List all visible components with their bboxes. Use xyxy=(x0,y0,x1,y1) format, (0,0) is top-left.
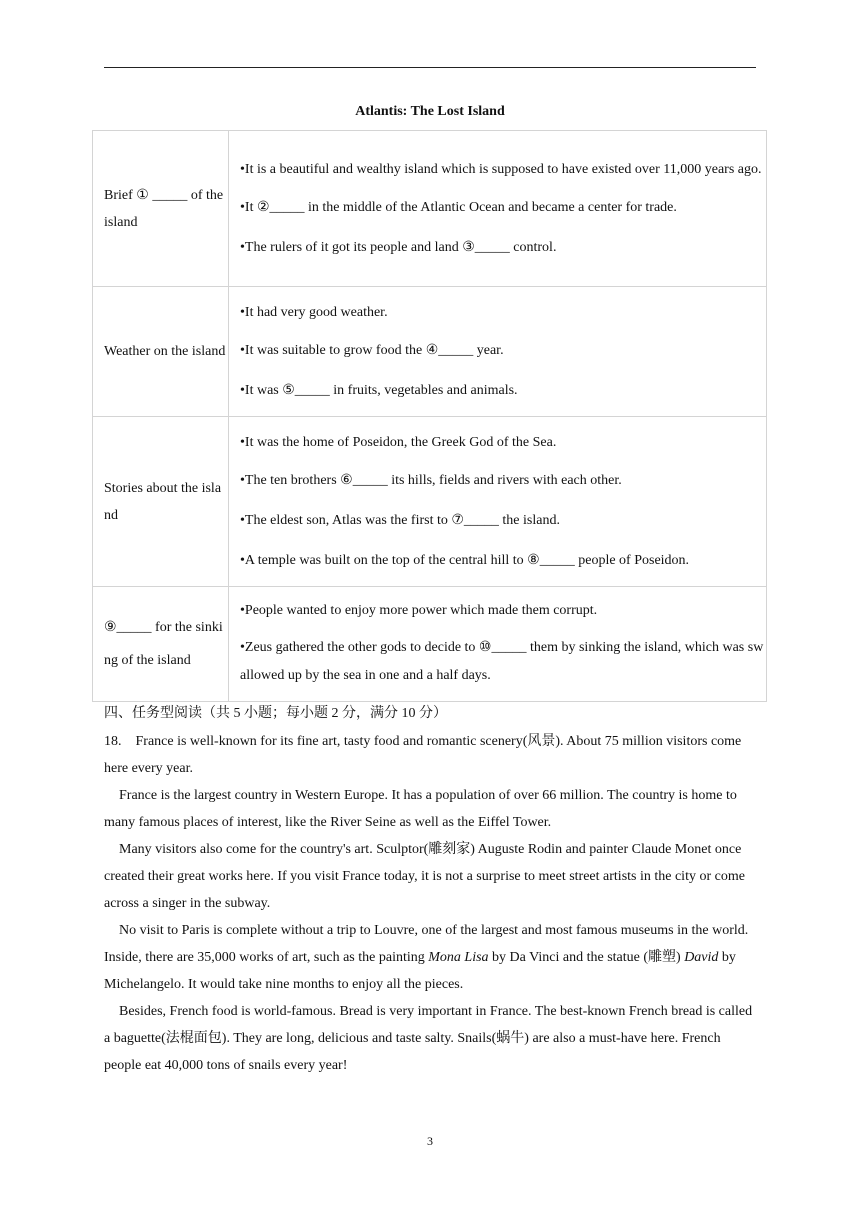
table-title: Atlantis: The Lost Island xyxy=(355,104,505,119)
row-content xyxy=(229,417,767,587)
bullet-item: •It was the home of Poseidon, the Greek God of the Sea. xyxy=(240,434,557,450)
passage-text: by Michelangelo. It would take nine months to enjoy all the pieces. xyxy=(104,950,736,992)
info-table xyxy=(92,130,767,702)
table-row xyxy=(93,587,767,702)
table-row xyxy=(93,417,767,587)
row-label: ⑨_____ for the sinking of the island xyxy=(93,587,229,702)
row-content xyxy=(229,287,767,417)
bullet-item: •A temple was built on the top of the central hill to ⑧_____ people of Poseidon. xyxy=(240,552,690,568)
bullet-item: •Zeus gathered the other gods to decide to ⑩_____ them by sinking the island, which was swallowed up by the sea in one and a half days. xyxy=(240,640,764,683)
bullet-item: •It had very good weather. xyxy=(240,304,388,320)
passage-paragraph: 18. France is well-known for its fine art, tasty food and romantic scenery(风景). About 75 million visitors come here every year. xyxy=(104,734,745,776)
table-row xyxy=(93,287,767,417)
passage-paragraph xyxy=(104,917,756,998)
row-label: Weather on the island xyxy=(93,287,229,417)
passage-text: by Da Vinci and the statue (雕塑) xyxy=(488,950,685,965)
row-label: Brief ① _____ of the island xyxy=(93,131,229,287)
row-label: Stories about the island xyxy=(93,417,229,587)
passage-text: No visit to Paris is complete without a trip to Louvre, one of the largest and most famous museums in the world. Inside, there are 35,000 works of art, such as the painting xyxy=(104,923,749,965)
bullet-item: •The ten brothers ⑥_____ its hills, fields and rivers with each other. xyxy=(240,472,622,488)
bullet-item: •The rulers of it got its people and land ③_____ control. xyxy=(240,239,557,255)
page-number: 3 xyxy=(427,1134,433,1148)
artwork-title: Mona Lisa xyxy=(428,950,489,965)
bullet-item: •It was suitable to grow food the ④_____ year. xyxy=(240,342,504,358)
row-content xyxy=(229,131,767,287)
passage-paragraph: Besides, French food is world-famous. Bread is very important in France. The best-known French bread is called a baguette(法棍面包). They are long, delicious and taste salty. Snails(蜗牛) are also a must-have here. French people eat 40,000 tons of snails every year! xyxy=(104,1004,753,1073)
header-rule xyxy=(104,67,756,68)
table-row xyxy=(93,131,767,287)
bullet-item: •The eldest son, Atlas was the first to ⑦_____ the island. xyxy=(240,512,560,528)
passage-paragraph: France is the largest country in Western Europe. It has a population of over 66 million. The country is home to many famous places of interest, like the River Seine as well as the Eiffel Tower. xyxy=(104,788,737,830)
row-content xyxy=(229,587,767,702)
section-heading: 四、任务型阅读（共 5 小题；每小题 2 分，满分 10 分） xyxy=(104,706,447,721)
bullet-item: •It ②_____ in the middle of the Atlantic Ocean and became a center for trade. xyxy=(240,199,677,215)
reading-passage xyxy=(104,728,756,1079)
bullet-item: •It is a beautiful and wealthy island which is supposed to have existed over 11,000 years ago. xyxy=(240,161,762,177)
passage-paragraph: Many visitors also come for the country's art. Sculptor(雕刻家) Auguste Rodin and painter Claude Monet once created their great works here. If you visit France today, it is not a surprise to meet street artists in the city or come across a singer in the subway. xyxy=(104,842,745,911)
bullet-item: •People wanted to enjoy more power which made them corrupt. xyxy=(240,603,598,618)
artwork-title: David xyxy=(684,950,719,965)
bullet-item: •It was ⑤_____ in fruits, vegetables and animals. xyxy=(240,382,518,398)
